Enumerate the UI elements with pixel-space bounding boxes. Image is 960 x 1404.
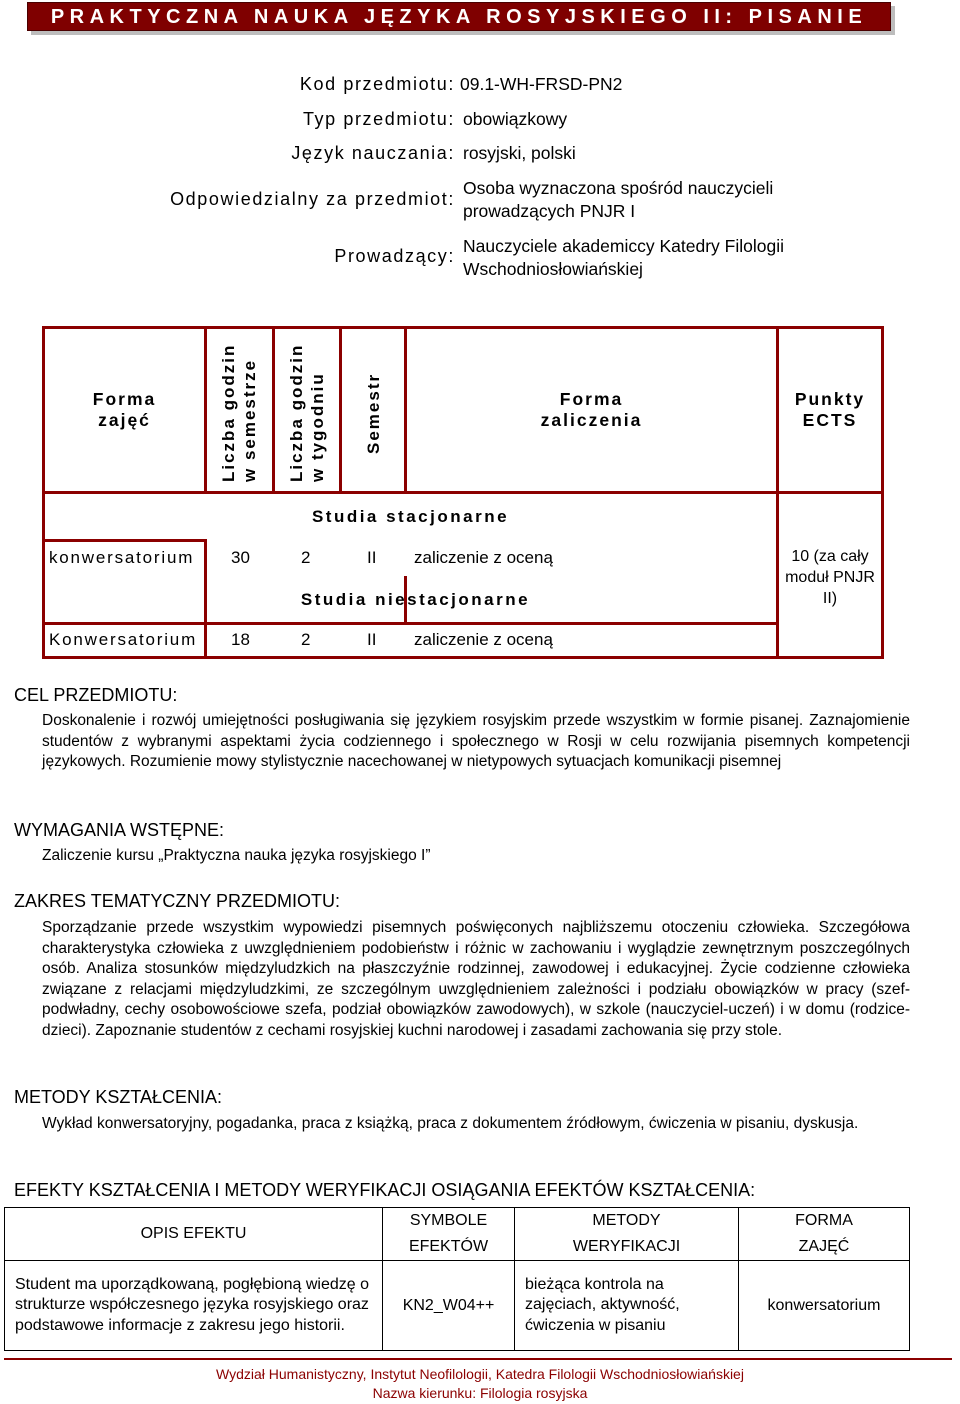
header-assessment <box>404 389 779 431</box>
header-form-line2: zajęć <box>98 410 151 430</box>
requirements-heading: WYMAGANIA WSTĘPNE: <box>14 820 225 840</box>
goal-heading: CEL PRZEDMIOTU: <box>14 685 178 705</box>
ects-value-line1: 10 (za cały <box>791 548 869 565</box>
type-value: obowiązkowy <box>463 109 568 129</box>
row1-semester: II <box>367 548 377 567</box>
methods-text: Wykład konwersatoryjny, pogadanka, praca z książką, praca z dokumentem źródłowym, ćwiczenia w pisaniu, dyskusja. <box>42 1115 859 1132</box>
row1-form: konwersatorium <box>49 548 195 567</box>
lecturer-label: Prowadzący: <box>334 246 455 266</box>
ects-value-line3: II) <box>822 590 838 607</box>
footer-line1: Wydział Humanistyczny, Instytut Neofilologii, Katedra Filologii Wschodniosłowiańskiej <box>216 1366 744 1382</box>
effects-col-form-line1: FORMA <box>795 1212 853 1229</box>
row2-weekly: 2 <box>301 630 311 649</box>
header-hours-week-line2: w tygodniu <box>308 372 327 482</box>
header-hours-week <box>286 338 328 482</box>
row2-semester: II <box>367 630 377 649</box>
header-ects-line1: Punkty <box>794 389 866 409</box>
header-assessment-line1: Forma <box>559 389 624 409</box>
effects-col-symbol-line1: SYMBOLE <box>409 1212 488 1229</box>
effects-heading: EFEKTY KSZTAŁCENIA I METODY WERYFIKACJI OSIĄGANIA EFEKTÓW KSZTAŁCENIA: <box>14 1180 756 1200</box>
language-value: rosyjski, polski <box>463 143 576 163</box>
effects-table <box>4 1207 910 1351</box>
page-title: PRAKTYCZNA NAUKA JĘZYKA ROSYJSKIEGO II: PISANIE <box>50 6 868 28</box>
effects-col-form <box>739 1208 910 1261</box>
effects-col-method-line1: METODY <box>592 1212 661 1229</box>
effects-row-form: konwersatorium <box>739 1261 910 1351</box>
effects-col-desc: OPIS EFEKTU <box>5 1208 383 1261</box>
header-hours-semester-line2: w semestrze <box>240 358 259 482</box>
header-hours-semester <box>218 338 260 482</box>
lecturer-value-line1: Nauczyciele akademiccy Katedry Filologii <box>463 236 784 256</box>
responsible-value-line2: prowadzących PNJR I <box>463 201 636 221</box>
effects-col-form-line2: ZAJĘĆ <box>798 1238 850 1255</box>
row1-assessment: zaliczenie z oceną <box>414 548 553 567</box>
header-ects-line2: ECTS <box>802 410 858 430</box>
requirements-text: Zaliczenie kursu „Praktyczna nauka języka rosyjskiego I” <box>42 847 431 864</box>
effects-row-desc: Student ma uporządkowaną, pogłębioną wiedzę o strukturze współczesnego języka rosyjskiego oraz podstawowe informacje z zakresu jego historii. <box>5 1261 383 1351</box>
language-label: Język nauczania: <box>291 143 455 163</box>
row2-form: Konwersatorium <box>49 630 198 649</box>
effects-row-method: bieżąca kontrola na zajęciach, aktywność, ćwiczenia w pisaniu <box>515 1261 739 1351</box>
goal-text: Doskonalenie i rozwój umiejętności posługiwania się językiem rosyjskim przede wszystkim w formie pisanej. Zaznajomienie studentów z wybranymi aspektami życia codziennego i społecznego w Rosji w celu rozwijania pisemnych kompetencji językowych. Rozumienie mowy stylistycznie nacechowanej w nietypowych sytuacjach komunikacji pisemnej <box>42 712 910 771</box>
ects-value <box>776 546 884 609</box>
row1-weekly: 2 <box>301 548 311 567</box>
row1-hours: 30 <box>231 548 250 567</box>
effects-row-symbol: KN2_W04++ <box>383 1261 515 1351</box>
responsible-label: Odpowiedzialny za przedmiot: <box>170 189 455 209</box>
effects-col-method-line2: WERYFIKACJI <box>572 1238 681 1255</box>
effects-col-symbol <box>383 1208 515 1261</box>
ects-value-line2: moduł PNJR <box>785 569 875 586</box>
effects-col-method <box>515 1208 739 1261</box>
methods-heading: METODY KSZTAŁCENIA: <box>14 1087 223 1107</box>
code-value: 09.1-WH-FRSD-PN2 <box>460 74 623 94</box>
effects-header-row <box>5 1208 910 1261</box>
row2-hours: 18 <box>231 630 250 649</box>
scope-heading: ZAKRES TEMATYCZNY PRZEDMIOTU: <box>14 891 341 911</box>
row2-assessment: zaliczenie z oceną <box>414 630 553 649</box>
header-form <box>42 389 207 431</box>
header-semester: Semestr <box>364 372 383 454</box>
effects-row <box>5 1261 910 1351</box>
header-hours-semester-line1: Liczba godzin <box>219 343 238 482</box>
header-form-line1: Forma <box>92 389 157 409</box>
footer-divider <box>4 1358 952 1360</box>
title-banner <box>27 2 891 31</box>
code-label: Kod przedmiotu: <box>299 74 455 94</box>
responsible-value-line1: Osoba wyznaczona spośród nauczycieli <box>463 178 774 198</box>
header-ects <box>776 389 884 431</box>
part-time-label: Studia niestacjonarne <box>300 590 531 609</box>
type-label: Typ przedmiotu: <box>302 109 455 129</box>
footer-line2: Nazwa kierunku: Filologia rosyjska <box>372 1385 588 1401</box>
scope-text: Sporządzanie przede wszystkim wypowiedzi pisemnych poświęconych najbliższemu otoczeniu człowieka. Szczegółowa charakterystyka człowieka z uwzględnieniem podobieństw i różnic w zachowaniu i wyglądzie zewnętrznym poszczególnych osób. Analiza stosunków międzyludzkich na płaszczyźnie rodzinnej, zawodowej i edukacyjnej. Życie codzienne człowieka związane z relacjami międzyludzkimi, ze szczególnym uwzględnieniem zależności i podziału obowiązków w pracy (szef-podwładny, cechy osobowościowe szefa, podział obowiązków zawodowych), w szkole (nauczyciel-uczeń) i w domu (rodzice-dzieci). Zapoznanie studentów z cechami rosyjskiej kuchni narodowej i zasadami zachowania się przy stole. <box>42 919 910 1039</box>
header-assessment-line2: zaliczenia <box>540 410 643 430</box>
effects-col-symbol-line2: EFEKTÓW <box>408 1238 489 1255</box>
lecturer-value-line2: Wschodniosłowiańskiej <box>463 259 643 279</box>
full-time-label: Studia stacjonarne <box>311 507 510 526</box>
header-hours-week-line1: Liczba godzin <box>287 343 306 482</box>
